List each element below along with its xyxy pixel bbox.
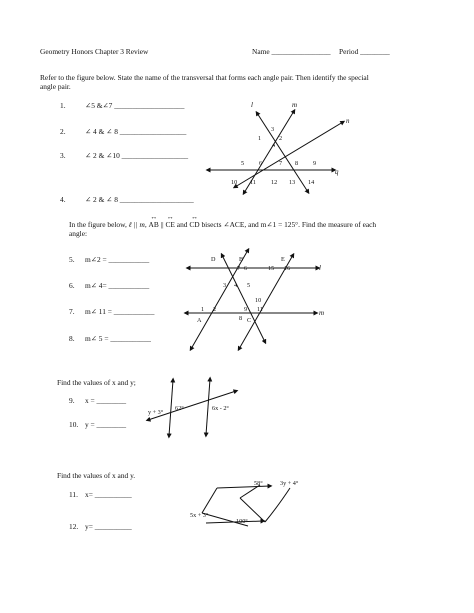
- section2-intro-end: bisects ∠ACE, and m∠1 = 125°. Find the measure of each: [199, 220, 377, 229]
- curve-right: [265, 488, 290, 522]
- question-9-text: x = ________: [85, 396, 127, 405]
- label-n: n: [346, 117, 350, 125]
- section3-instructions: Find the values of x and y;: [57, 378, 136, 387]
- angle-label-5: 5: [241, 160, 245, 167]
- period-field-label: Period ________: [339, 47, 390, 56]
- question-11-text: x= __________: [85, 490, 132, 499]
- angle-label-8: 8: [295, 160, 299, 167]
- angle2-label-3: 3: [223, 282, 227, 289]
- section2-intro: [69, 220, 376, 229]
- point-label-E: E: [281, 256, 285, 263]
- label-l2: l: [319, 264, 321, 272]
- question-11-number: 11.: [69, 490, 78, 499]
- line-right-vertical: [206, 379, 210, 435]
- question-3-number: 3.: [60, 151, 66, 160]
- angle-label-13: 13: [289, 179, 296, 186]
- angle2-label-9: 9: [244, 306, 248, 313]
- ray-ab: ↔ AB: [149, 220, 159, 229]
- angle2-label-6: 6: [244, 265, 248, 272]
- segment-left-upper: [202, 488, 217, 513]
- angle-label-4: 4: [272, 142, 276, 149]
- ray-ce: ↔ CE: [165, 220, 174, 229]
- section1-instructions-line1: Refer to the figure below. State the name of the transversal that forms each angle pair. Then identify the special: [40, 73, 369, 82]
- question-10-number: 10.: [69, 420, 79, 429]
- question-9-number: 9.: [69, 396, 75, 405]
- question-4-number: 4.: [60, 195, 66, 204]
- question-7-number: 7.: [69, 307, 75, 316]
- label-58deg: 58°: [254, 480, 263, 487]
- label-m2: m: [319, 309, 325, 317]
- worksheet-title: Geometry Honors Chapter 3 Review: [40, 47, 149, 56]
- point-label-C: C: [247, 317, 252, 324]
- angle-label-9: 9: [313, 160, 317, 167]
- label-y-plus-3: y + 3°: [148, 409, 164, 416]
- ray-cd: ↔ CD: [189, 220, 199, 229]
- point-label-D: D: [211, 256, 216, 263]
- question-2-number: 2.: [60, 127, 66, 136]
- question-8-text: m∠ 5 = ___________: [85, 334, 151, 343]
- angle2-label-4: 4: [234, 282, 238, 289]
- angle-label-3: 3: [271, 126, 275, 133]
- angle-label-12: 12: [271, 179, 278, 186]
- angle-label-7: 7: [279, 160, 283, 167]
- question-12-text: y= __________: [85, 522, 132, 531]
- figure-parallel-lines: [186, 250, 318, 349]
- and-word: and: [174, 220, 190, 229]
- section2-intro-start: In the figure below,: [69, 220, 129, 229]
- line-l: [257, 113, 308, 192]
- question-5-text: m∠2 = ___________: [85, 255, 150, 264]
- angle2-label-7: 7: [237, 265, 241, 272]
- section2-intro-line2: angle:: [69, 229, 88, 238]
- angle2-label-2: 2: [213, 306, 217, 313]
- angle2-label-15: 15: [268, 265, 275, 272]
- line-n: [235, 122, 343, 187]
- point-label-A: A: [197, 317, 202, 324]
- label-62deg: 62°: [175, 405, 184, 412]
- line-left-vertical: [169, 380, 173, 436]
- question-1-text: ∠5 &∠7 ___________________: [85, 101, 185, 110]
- question-6-number: 6.: [69, 281, 75, 290]
- angle2-label-1: 1: [201, 306, 205, 313]
- label-3y-plus-4: 3y + 4°: [280, 480, 299, 487]
- question-12-number: 12.: [69, 522, 79, 531]
- angle2-label-16: 16: [284, 265, 291, 272]
- label-m: m: [292, 101, 298, 109]
- angle2-label-5: 5: [247, 282, 251, 289]
- question-4-text: ∠ 2 & ∠ 8 ____________________: [85, 195, 194, 204]
- label-q: q: [335, 168, 339, 176]
- label-100deg: 100°: [236, 518, 248, 525]
- question-10-text: y = ________: [85, 420, 127, 429]
- question-6-text: m∠ 4= ___________: [85, 281, 150, 290]
- angle-label-11: 11: [250, 179, 256, 186]
- label-l: l: [251, 101, 253, 109]
- angle-label-1: 1: [258, 135, 262, 142]
- parallel-symbol: ||: [158, 220, 166, 229]
- angle-label-14: 14: [308, 179, 315, 186]
- angle-label-6: 6: [259, 160, 263, 167]
- question-5-number: 5.: [69, 255, 75, 264]
- question-3-text: ∠ 2 & ∠10 __________________: [85, 151, 189, 160]
- angle2-label-11: 11: [257, 306, 263, 313]
- label-6x-minus-2: 6x - 2°: [212, 405, 229, 412]
- label-5x-plus-3: 5x + 3°: [190, 512, 209, 519]
- question-1-number: 1.: [60, 101, 66, 110]
- angle2-label-8: 8: [239, 315, 243, 322]
- section1-instructions-line2: angle pair.: [40, 82, 71, 91]
- question-8-number: 8.: [69, 334, 75, 343]
- angle-label-2: 2: [279, 135, 283, 142]
- parallel-statement: ℓ || m,: [128, 220, 147, 229]
- angle-label-10: 10: [231, 179, 238, 186]
- point-label-B: B: [239, 256, 244, 263]
- question-7-text: m∠ 11 = ___________: [85, 307, 155, 316]
- question-2-text: ∠ 4 & ∠ 8 __________________: [85, 127, 187, 136]
- name-field-label: Name ________________: [252, 47, 331, 56]
- angle2-label-10: 10: [255, 297, 262, 304]
- section4-instructions: Find the values of x and y.: [57, 471, 136, 480]
